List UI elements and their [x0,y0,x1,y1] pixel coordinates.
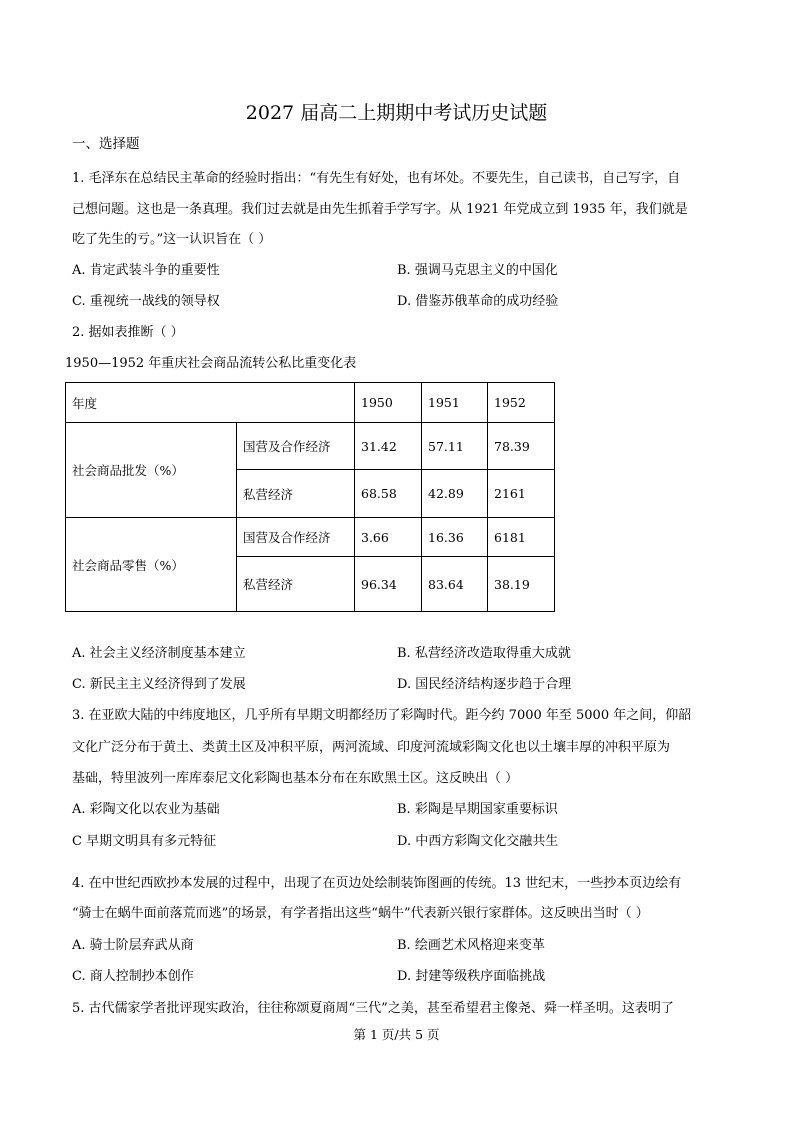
q1-stem-line3: 吃了先生的亏。”这一认识旨在（ ） [72,232,272,247]
table-row [66,423,555,470]
table-cell: 6181 [488,518,555,557]
table-cell: 42.89 [422,470,488,518]
section-heading: 一、选择题 [72,136,140,152]
header-year: 年度 [66,383,355,423]
q3-stem-line1: 3. 在亚欧大陆的中纬度地区，几乎所有早期文明都经历了彩陶时代。距今约 7000 年至 5000 年之间，仰韶 [72,708,692,723]
q1-option-a: A. 肯定武装斗争的重要性 [72,263,220,278]
row-state-label: 国营及合作经济 [237,423,355,470]
q5-stem-line1: 5. 古代儒家学者批评现实政治，往往称颂夏商周“三代”之美，甚至希望君主像尧、舜一样圣明。这表明了 [72,1001,674,1016]
q1-option-d: D. 借鉴苏俄革命的成功经验 [397,294,559,309]
header-1951: 1951 [422,383,488,423]
q2-option-a: A. 社会主义经济制度基本建立 [72,646,246,661]
q4-stem-line2: “骑士在蜗牛面前落荒而逃”的场景，有学者指出这些“蜗牛”代表新兴银行家群体。这反映出当时（ ） [72,906,649,921]
q2-stem: 2. 据如表推断（ ） [72,325,184,340]
row-retail-label: 社会商品零售（%） [66,518,237,612]
row-state-label: 国营及合作经济 [237,518,355,557]
table-cell: 16.36 [422,518,488,557]
row-private-label: 私营经济 [237,557,355,612]
table-caption: 1950—1952 年重庆社会商品流转公私比重变化表 [65,356,357,371]
table-cell: 38.19 [488,557,555,612]
header-1950: 1950 [355,383,422,423]
q3-option-c: C 早期文明具有多元特征 [72,834,217,849]
row-private-label: 私营经济 [237,470,355,518]
q1-option-c: C. 重视统一战线的领导权 [72,294,220,309]
q4-option-d: D. 封建等级秩序面临挑战 [397,969,546,984]
q3-option-b: B. 彩陶是早期国家重要标识 [397,802,558,817]
page-title: 2027 届高二上期期中考试历史试题 [245,102,548,124]
table-cell: 78.39 [488,423,555,470]
q2-option-d: D. 国民经济结构逐步趋于合理 [397,677,572,692]
table-cell: 57.11 [422,423,488,470]
table-row [66,518,555,557]
header-1952: 1952 [488,383,555,423]
row-wholesale-label: 社会商品批发（%） [66,423,237,518]
q4-stem-line1: 4. 在中世纪西欧抄本发展的过程中，出现了在页边处绘制装饰图画的传统。13 世纪末，一些抄本页边绘有 [72,876,682,891]
page-footer: 第 1 页/共 5 页 [353,1027,440,1042]
table-cell: 68.58 [355,470,422,518]
table-cell: 83.64 [422,557,488,612]
table-cell: 31.42 [355,423,422,470]
q2-option-c: C. 新民主主义经济得到了发展 [72,677,246,692]
q3-stem-line3: 基础，特里波列一库库泰尼文化彩陶也基本分布在东欧黑土区。这反映出（ ） [72,771,519,786]
table-cell: 3.66 [355,518,422,557]
q4-option-a: A. 骑士阶层弃武从商 [72,938,194,953]
q4-option-c: C. 商人控制抄本创作 [72,969,194,984]
q2-option-b: B. 私营经济改造取得重大成就 [397,646,571,661]
q3-option-d: D. 中西方彩陶文化交融共生 [397,834,559,849]
q1-stem-line1: 1. 毛泽东在总结民主革命的经验时指出：“有先生有好处，也有坏处。不要先生，自己读书，自己写字，自 [72,171,681,186]
table-cell: 2161 [488,470,555,518]
table-cell: 96.34 [355,557,422,612]
q1-option-b: B. 强调马克思主义的中国化 [397,263,558,278]
q3-stem-line2: 文化广泛分布于黄土、类黄土区及冲积平原，两河流域、印度河流域彩陶文化也以土壤丰厚的冲积平原为 [72,740,671,755]
q4-option-b: B. 绘画艺术风格迎来变革 [397,938,545,953]
q1-stem-line2: 己想问题。这也是一条真理。我们过去就是由先生抓着手学写字。从 1921 年党成立到 1935 年，我们就是 [72,202,688,217]
q3-option-a: A. 彩陶文化以农业为基础 [72,802,220,817]
data-table [65,382,555,612]
table-header-row [66,383,555,423]
